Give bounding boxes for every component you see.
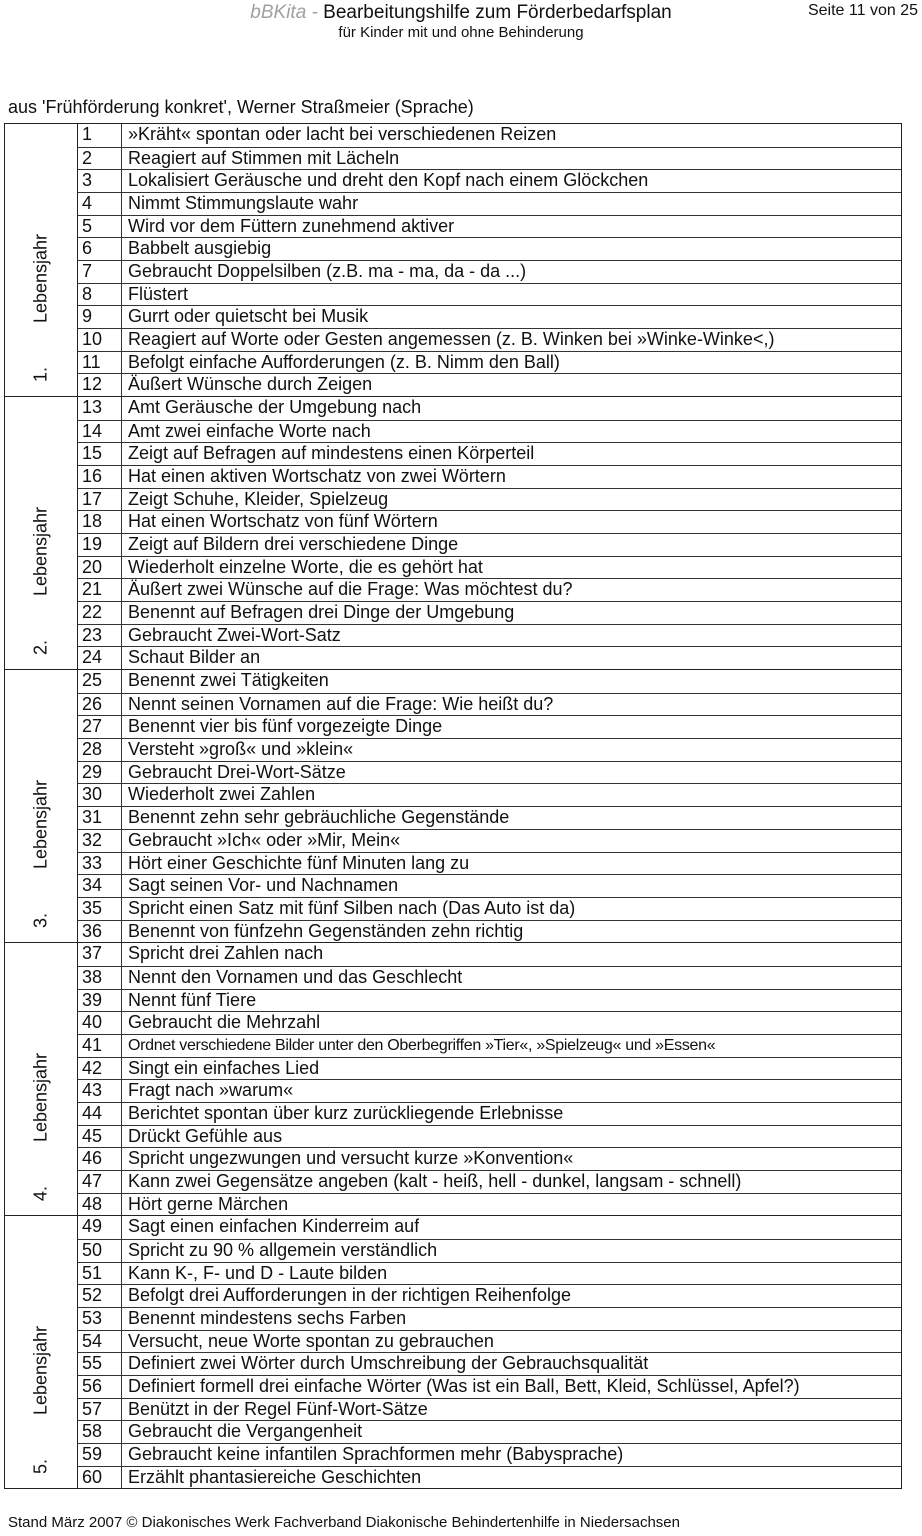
table-row xyxy=(78,1262,901,1285)
table-row xyxy=(78,783,901,806)
item-number: 44 xyxy=(78,1103,122,1125)
year-label-cell xyxy=(5,397,78,669)
item-text: Spricht einen Satz mit fünf Silben nach (Das Auto ist da) xyxy=(128,897,576,918)
table-row xyxy=(78,1057,901,1080)
table-row xyxy=(78,533,901,556)
item-number: 13 xyxy=(78,397,122,420)
document-subtitle: für Kinder mit und ohne Behinderung xyxy=(338,24,584,41)
table-row xyxy=(78,169,901,192)
item-number: 25 xyxy=(78,670,122,693)
year-number: 5. xyxy=(30,1459,51,1475)
item-text: Gebraucht Doppelsilben (z.B. ma - ma, da - da ...) xyxy=(128,261,527,282)
item-number: 2 xyxy=(78,148,122,170)
year-label xyxy=(31,507,52,655)
item-number: 19 xyxy=(78,534,122,556)
item-number: 53 xyxy=(78,1308,122,1330)
item-number: 9 xyxy=(78,306,122,328)
item-number: 21 xyxy=(78,579,122,601)
item-text: Amt Geräusche der Umgebung nach xyxy=(128,397,422,418)
item-text: Definiert zwei Wörter durch Umschreibung der Gebrauchsqualität xyxy=(128,1353,649,1374)
table-row xyxy=(78,420,901,443)
item-number: 45 xyxy=(78,1126,122,1148)
item-text: Wiederholt einzelne Worte, die es gehört hat xyxy=(128,556,483,577)
year-label xyxy=(31,1326,52,1474)
year-word: Lebensjahr xyxy=(30,233,51,324)
table-row xyxy=(78,989,901,1012)
item-text: Zeigt auf Befragen auf mindestens einen Körperteil xyxy=(128,443,535,464)
item-number: 42 xyxy=(78,1058,122,1080)
item-text: Benennt zwei Tätigkeiten xyxy=(128,670,329,691)
item-number: 24 xyxy=(78,647,122,669)
item-number: 51 xyxy=(78,1263,122,1285)
item-text: Versucht, neue Worte spontan zu gebrauchen xyxy=(128,1330,494,1351)
table-row xyxy=(78,1125,901,1148)
item-text: Gebraucht Drei-Wort-Sätze xyxy=(128,761,346,782)
year-group xyxy=(5,396,901,669)
item-text: Sagt seinen Vor- und Nachnamen xyxy=(128,875,399,896)
item-number: 37 xyxy=(78,943,122,966)
item-text: Hört gerne Märchen xyxy=(128,1193,289,1214)
year-group xyxy=(5,1215,901,1488)
item-text: Erzählt phantasiereiche Geschichten xyxy=(128,1466,422,1487)
item-text: Hört einer Geschichte fünf Minuten lang zu xyxy=(128,852,470,873)
item-text: Gebraucht »Ich« oder »Mir, Mein« xyxy=(128,829,401,850)
year-label-cell xyxy=(5,670,78,942)
table-row xyxy=(78,578,901,601)
table-row xyxy=(78,1398,901,1421)
table-row xyxy=(78,260,901,283)
item-text: Wird vor dem Füttern zunehmend aktiver xyxy=(128,215,455,236)
page-number: Seite 11 von 25 xyxy=(807,2,918,19)
item-number: 49 xyxy=(78,1216,122,1239)
item-text: Babbelt ausgiebig xyxy=(128,238,272,259)
section-heading: aus 'Frühförderung konkret', Werner Straßmeier (Sprache) xyxy=(8,97,474,117)
item-number: 16 xyxy=(78,466,122,488)
item-number: 48 xyxy=(78,1194,122,1216)
table-row xyxy=(78,943,901,966)
item-number: 57 xyxy=(78,1399,122,1421)
item-text: »Kräht« spontan oder lacht bei verschiedenen Reizen xyxy=(128,124,557,144)
table-row xyxy=(78,192,901,215)
table-row xyxy=(78,1375,901,1398)
item-text: Wiederholt zwei Zahlen xyxy=(128,784,316,805)
item-text: Singt ein einfaches Lied xyxy=(128,1057,320,1078)
year-label-cell xyxy=(5,1216,78,1488)
year-word: Lebensjahr xyxy=(30,1326,51,1416)
item-text: Benennt von fünfzehn Gegenständen zehn richtig xyxy=(128,920,524,941)
item-text: Kann zwei Gegensätze angeben (kalt - heiß, hell - dunkel, langsam - schnell) xyxy=(128,1170,742,1191)
year-number: 1. xyxy=(30,367,51,383)
year-number: 3. xyxy=(30,913,51,929)
year-number: 2. xyxy=(30,640,51,656)
table-row xyxy=(78,328,901,351)
item-text: Gurrt oder quietscht bei Musik xyxy=(128,306,369,327)
item-number: 11 xyxy=(78,352,122,374)
table-row xyxy=(78,124,901,147)
year-group xyxy=(5,669,901,942)
table-row xyxy=(78,601,901,624)
table-row xyxy=(78,897,901,920)
table-row xyxy=(78,373,901,396)
item-number: 8 xyxy=(78,284,122,306)
table-row xyxy=(78,442,901,465)
item-text: Sagt einen einfachen Kinderreim auf xyxy=(128,1216,420,1237)
item-number: 15 xyxy=(78,443,122,465)
item-number: 43 xyxy=(78,1080,122,1102)
table-row xyxy=(78,920,901,943)
item-number: 4 xyxy=(78,193,122,215)
table-row xyxy=(78,556,901,579)
table-row xyxy=(78,738,901,761)
item-number: 36 xyxy=(78,921,122,943)
item-text: Reagiert auf Stimmen mit Lächeln xyxy=(128,147,400,168)
year-label-cell xyxy=(5,943,78,1215)
table-row xyxy=(78,215,901,238)
table-row xyxy=(78,806,901,829)
table-row xyxy=(78,874,901,897)
item-text: Flüstert xyxy=(128,283,189,304)
item-text: Hat einen aktiven Wortschatz von zwei Wörtern xyxy=(128,466,506,487)
table-row xyxy=(78,1193,901,1216)
item-number: 14 xyxy=(78,421,122,443)
table-row xyxy=(78,693,901,716)
table-row xyxy=(78,852,901,875)
item-number: 29 xyxy=(78,762,122,784)
item-text: Berichtet spontan über kurz zurückliegende Erlebnisse xyxy=(128,1102,564,1123)
table-row xyxy=(78,1170,901,1193)
table-row xyxy=(78,1239,901,1262)
item-number: 60 xyxy=(78,1467,122,1489)
item-text: Amt zwei einfache Worte nach xyxy=(128,420,371,441)
table-row xyxy=(78,670,901,693)
item-text: Befolgt drei Aufforderungen in der richtigen Reihenfolge xyxy=(128,1285,571,1306)
table-row xyxy=(78,761,901,784)
item-number: 28 xyxy=(78,739,122,761)
item-number: 35 xyxy=(78,898,122,920)
table-row xyxy=(78,1011,901,1034)
table-row xyxy=(78,305,901,328)
item-text: Benennt mindestens sechs Farben xyxy=(128,1307,407,1328)
item-text: Benennt auf Befragen drei Dinge der Umgebung xyxy=(128,602,515,623)
item-text: Gebraucht Zwei-Wort-Satz xyxy=(128,624,341,645)
item-text: Drückt Gefühle aus xyxy=(128,1125,283,1146)
item-text: Nennt den Vornamen und das Geschlecht xyxy=(128,966,463,987)
table-row xyxy=(78,1307,901,1330)
table-row xyxy=(78,147,901,170)
table-row xyxy=(78,966,901,989)
item-text: Äußert Wünsche durch Zeigen xyxy=(128,374,373,395)
table-row xyxy=(78,465,901,488)
table-row xyxy=(78,488,901,511)
table-row xyxy=(78,1147,901,1170)
item-number: 59 xyxy=(78,1444,122,1466)
item-text: Versteht »groß« und »klein« xyxy=(128,739,354,760)
table-row xyxy=(78,283,901,306)
item-number: 47 xyxy=(78,1171,122,1193)
year-group xyxy=(5,942,901,1215)
table-row xyxy=(78,646,901,669)
item-number: 30 xyxy=(78,784,122,806)
item-number: 55 xyxy=(78,1353,122,1375)
table-row xyxy=(78,1284,901,1307)
year-label xyxy=(31,1053,52,1201)
item-text: Gebraucht die Mehrzahl xyxy=(128,1012,321,1033)
item-number: 3 xyxy=(78,170,122,192)
year-word: Lebensjahr xyxy=(30,780,51,870)
table-row xyxy=(78,397,901,420)
year-word: Lebensjahr xyxy=(30,507,51,597)
item-number: 18 xyxy=(78,511,122,533)
table-row xyxy=(78,1079,901,1102)
item-text: Zeigt auf Bildern drei verschiedene Dinge xyxy=(128,534,459,555)
item-text: Spricht zu 90 % allgemein verständlich xyxy=(128,1239,438,1260)
item-text: Benennt zehn sehr gebräuchliche Gegenstände xyxy=(128,807,510,828)
item-text: Fragt nach »warum« xyxy=(128,1080,294,1101)
table-row xyxy=(78,1216,901,1239)
table-row xyxy=(78,1034,901,1057)
item-text: Spricht ungezwungen und versucht kurze »Konvention« xyxy=(128,1148,574,1169)
table-row xyxy=(78,1352,901,1375)
milestone-table xyxy=(4,123,902,1489)
item-number: 7 xyxy=(78,261,122,283)
table-row xyxy=(78,237,901,260)
brand-name: bBKita - xyxy=(250,2,318,23)
table-row xyxy=(78,829,901,852)
item-number: 56 xyxy=(78,1376,122,1398)
table-row xyxy=(78,351,901,374)
item-number: 54 xyxy=(78,1331,122,1353)
item-number: 12 xyxy=(78,374,122,396)
item-number: 39 xyxy=(78,990,122,1012)
item-text: Schaut Bilder an xyxy=(128,647,261,668)
page-footer: Stand März 2007 © Diakonisches Werk Fachverband Diakonische Behindertenhilfe in Niedersachsen xyxy=(8,1514,680,1531)
item-number: 58 xyxy=(78,1421,122,1443)
item-number: 20 xyxy=(78,557,122,579)
year-label xyxy=(31,234,52,382)
item-number: 26 xyxy=(78,694,122,716)
item-text: Nennt seinen Vornamen auf die Frage: Wie heißt du? xyxy=(128,693,554,714)
item-number: 33 xyxy=(78,853,122,875)
item-text: Benützt in der Regel Fünf-Wort-Sätze xyxy=(128,1398,428,1419)
item-number: 23 xyxy=(78,625,122,647)
item-text: Lokalisiert Geräusche und dreht den Kopf nach einem Glöckchen xyxy=(128,170,649,191)
item-number: 27 xyxy=(78,716,122,738)
item-text: Befolgt einfache Aufforderungen (z. B. Nimm den Ball) xyxy=(128,351,560,372)
item-number: 10 xyxy=(78,329,122,351)
table-row xyxy=(78,510,901,533)
item-number: 41 xyxy=(78,1035,122,1057)
table-row xyxy=(78,1443,901,1466)
item-number: 17 xyxy=(78,489,122,511)
year-group xyxy=(5,124,901,396)
year-label xyxy=(31,780,52,928)
item-number: 31 xyxy=(78,807,122,829)
item-number: 40 xyxy=(78,1012,122,1034)
item-text: Gebraucht die Vergangenheit xyxy=(128,1421,363,1442)
title-text: Bearbeitungshilfe zum Förderbedarfsplan xyxy=(323,2,672,23)
item-number: 5 xyxy=(78,216,122,238)
item-text: Gebraucht keine infantilen Sprachformen mehr (Babysprache) xyxy=(128,1443,624,1464)
item-text: Definiert formell drei einfache Wörter (Was ist ein Ball, Bett, Kleid, Schlüssel, Apfel?) xyxy=(128,1375,800,1396)
item-number: 32 xyxy=(78,830,122,852)
table-row xyxy=(78,1466,901,1489)
item-number: 38 xyxy=(78,967,122,989)
item-number: 52 xyxy=(78,1285,122,1307)
item-number: 34 xyxy=(78,875,122,897)
item-number: 6 xyxy=(78,238,122,260)
table-row xyxy=(78,1330,901,1353)
table-row xyxy=(78,1102,901,1125)
year-number: 4. xyxy=(30,1186,51,1202)
item-text: Äußert zwei Wünsche auf die Frage: Was möchtest du? xyxy=(128,579,573,600)
document-title xyxy=(0,2,922,24)
item-text: Nimmt Stimmungslaute wahr xyxy=(128,193,359,214)
item-text: Benennt vier bis fünf vorgezeigte Dinge xyxy=(128,716,443,737)
item-text: Zeigt Schuhe, Kleider, Spielzeug xyxy=(128,488,389,509)
item-text: Kann K-, F- und D - Laute bilden xyxy=(128,1262,388,1283)
table-row xyxy=(78,715,901,738)
item-text: Ordnet verschiedene Bilder unter den Oberbegriffen »Tier«, »Spielzeug« und »Essen« xyxy=(128,1036,716,1054)
item-number: 22 xyxy=(78,602,122,624)
year-word: Lebensjahr xyxy=(30,1053,51,1143)
item-number: 46 xyxy=(78,1148,122,1170)
table-row xyxy=(78,624,901,647)
item-text: Hat einen Wortschatz von fünf Wörtern xyxy=(128,511,438,532)
item-number: 50 xyxy=(78,1240,122,1262)
item-number: 1 xyxy=(78,124,122,147)
table-row xyxy=(78,1420,901,1443)
item-text: Nennt fünf Tiere xyxy=(128,989,257,1010)
item-text: Spricht drei Zahlen nach xyxy=(128,943,324,964)
item-text: Reagiert auf Worte oder Gesten angemessen (z. B. Winken bei »Winke-Winke<,) xyxy=(128,329,775,350)
year-label-cell xyxy=(5,124,78,396)
